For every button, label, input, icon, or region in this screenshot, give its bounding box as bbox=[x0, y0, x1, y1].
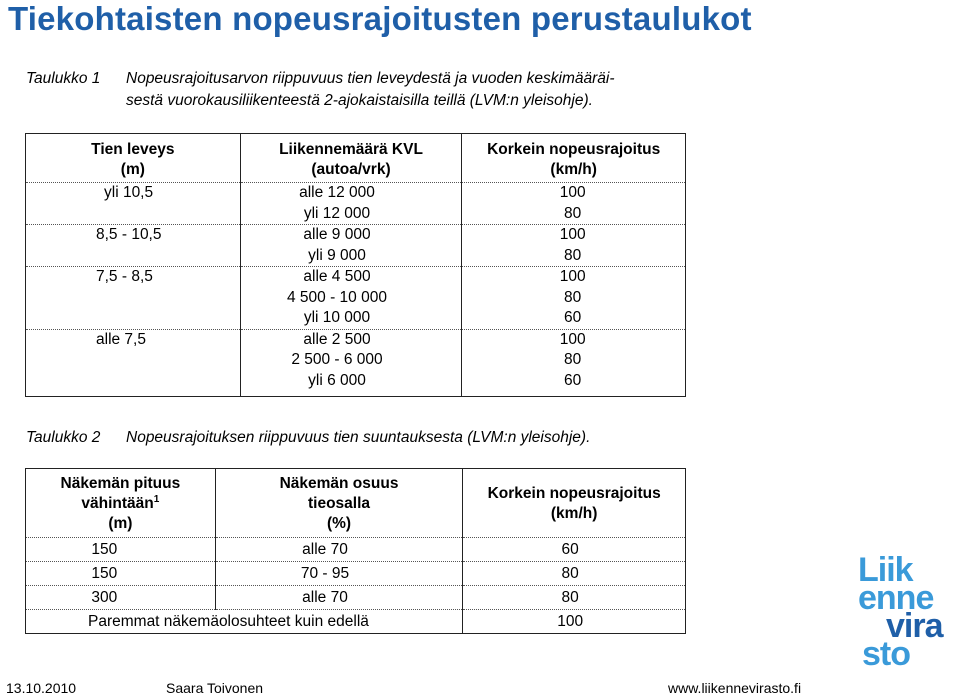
speed-cell bbox=[462, 329, 686, 397]
speed-value: 100 bbox=[559, 268, 586, 285]
header-line: (m) bbox=[120, 161, 145, 178]
header-line: Korkein nopeusrajoitus bbox=[487, 485, 661, 502]
header-line: (%) bbox=[326, 515, 352, 532]
table1-caption bbox=[26, 68, 686, 112]
speed-value: 100 bbox=[559, 184, 586, 201]
speed-cell: 60 bbox=[463, 538, 686, 562]
table-row bbox=[26, 267, 686, 330]
footer-url[interactable]: www.liikennevirasto.fi bbox=[668, 680, 802, 696]
header-text: vähintään bbox=[81, 495, 154, 512]
header-line: Näkemän pituus bbox=[60, 475, 181, 492]
traffic-cell bbox=[240, 267, 462, 330]
header-line: Korkein nopeusrajoitus bbox=[487, 141, 661, 158]
table1-caption-line: sestä vuorokausiliikenteestä 2-ajokaistaisilla teillä (LVM:n yleisohje). bbox=[126, 92, 593, 109]
traffic-cell bbox=[240, 225, 462, 267]
logo-line: enne bbox=[858, 579, 934, 617]
speed-cell bbox=[462, 183, 686, 225]
table1-header-width bbox=[26, 134, 241, 183]
speed-value: 60 bbox=[564, 309, 582, 326]
traffic-cell bbox=[240, 183, 462, 225]
table1-caption-text bbox=[126, 68, 686, 112]
header-line: (m) bbox=[108, 515, 133, 532]
traffic-value: yli 10 000 bbox=[303, 309, 371, 326]
header-line: Liikennemäärä KVL bbox=[279, 141, 423, 158]
sight-share-cell: 70 - 95 bbox=[215, 562, 463, 586]
speed-cell bbox=[462, 267, 686, 330]
traffic-value: yli 9 000 bbox=[308, 246, 366, 264]
sight-share-cell: alle 70 bbox=[215, 586, 463, 610]
road-width-cell: yli 10,5 bbox=[26, 183, 241, 225]
table2-header-sight-length bbox=[26, 469, 216, 538]
sight-length-cell: 300 bbox=[26, 586, 216, 610]
slide-title: Tiekohtaisten nopeusrajoitusten perustaulukot bbox=[8, 0, 752, 37]
speed-value: 100 bbox=[559, 226, 586, 243]
sight-length-cell: 150 bbox=[26, 538, 216, 562]
table1-header-traffic bbox=[240, 134, 462, 183]
sight-length-cell: 150 bbox=[26, 562, 216, 586]
speed-value: 80 bbox=[564, 288, 582, 306]
speed-cell: 100 bbox=[463, 610, 686, 634]
table1-caption-line: Nopeusrajoitusarvon riippuvuus tien leveydestä ja vuoden keskimääräi- bbox=[126, 70, 615, 87]
table-row bbox=[26, 329, 686, 397]
speed-value: 60 bbox=[564, 371, 582, 389]
table2-caption-text: Nopeusrajoituksen riippuvuus tien suuntauksesta (LVM:n yleisohje). bbox=[126, 429, 591, 446]
table-row bbox=[26, 586, 686, 610]
table2-caption bbox=[26, 427, 686, 449]
footnote-marker: 1 bbox=[153, 493, 160, 505]
speed-cell bbox=[462, 225, 686, 267]
header-line: Tien leveys bbox=[91, 141, 175, 158]
logo-line: vira bbox=[886, 607, 943, 645]
header-line: tieosalla bbox=[308, 495, 371, 512]
logo-line: sto bbox=[862, 635, 910, 673]
logo-line: Liik bbox=[858, 551, 913, 589]
header-line: Näkemän osuus bbox=[279, 475, 399, 492]
table2-header-speed bbox=[463, 469, 686, 538]
traffic-value: 4 500 - 10 000 bbox=[287, 288, 387, 306]
table1-header-speed bbox=[462, 134, 686, 183]
sight-share-cell: alle 70 bbox=[215, 538, 463, 562]
table-row bbox=[26, 562, 686, 586]
traffic-value: alle 9 000 bbox=[303, 226, 371, 243]
traffic-value: 2 500 - 6 000 bbox=[291, 351, 383, 368]
table2 bbox=[25, 468, 686, 634]
footer-date: 13.10.2010 bbox=[6, 680, 77, 696]
speed-value: 80 bbox=[564, 204, 582, 222]
table-row bbox=[26, 225, 686, 267]
table-row bbox=[26, 610, 686, 634]
table-row bbox=[26, 538, 686, 562]
road-width-cell: 8,5 - 10,5 bbox=[26, 225, 241, 267]
traffic-value: alle 2 500 bbox=[303, 330, 371, 348]
speed-cell: 80 bbox=[463, 562, 686, 586]
speed-value: 80 bbox=[564, 246, 582, 264]
table1-caption-label: Taulukko 1 bbox=[26, 70, 101, 87]
traffic-value: alle 12 000 bbox=[299, 184, 375, 201]
table-row bbox=[26, 183, 686, 225]
header-line: (km/h) bbox=[550, 505, 598, 522]
speed-value: 80 bbox=[564, 351, 582, 368]
table2-header-row bbox=[26, 469, 686, 538]
better-sight-cell: Paremmat näkemäolosuhteet kuin edellä bbox=[88, 613, 369, 630]
header-line: (autoa/vrk) bbox=[311, 161, 391, 178]
speed-value: 100 bbox=[559, 330, 586, 348]
road-width-cell: 7,5 - 8,5 bbox=[26, 267, 241, 330]
traffic-cell bbox=[240, 329, 462, 397]
header-line: (km/h) bbox=[550, 161, 597, 178]
traffic-value: alle 4 500 bbox=[303, 268, 371, 285]
speed-cell: 80 bbox=[463, 586, 686, 610]
traffic-value: yli 6 000 bbox=[308, 371, 366, 389]
table1-header-row bbox=[26, 134, 686, 183]
footer-author: Saara Toivonen bbox=[166, 680, 264, 696]
traffic-value: yli 12 000 bbox=[303, 204, 371, 222]
table1 bbox=[25, 133, 686, 397]
road-width-cell: alle 7,5 bbox=[96, 330, 146, 348]
liikennevirasto-logo bbox=[858, 551, 958, 673]
table2-header-sight-share bbox=[215, 469, 463, 538]
header-line bbox=[26, 494, 215, 514]
table2-caption-label: Taulukko 2 bbox=[26, 429, 101, 446]
